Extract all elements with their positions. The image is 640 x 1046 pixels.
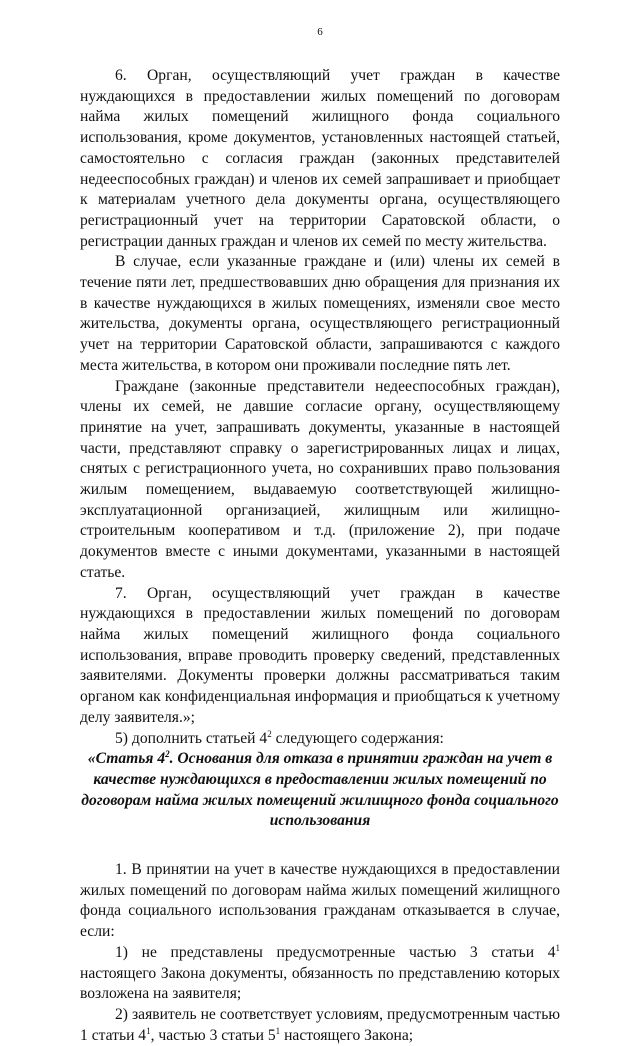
- text-run: «Статья 4: [87, 750, 166, 768]
- text-run: настоящего Закона;: [280, 1026, 414, 1044]
- document-body: [80, 66, 560, 1046]
- text-run: 2) заявитель не соответствует условиям, предусмотренным частью 1 статьи 4: [80, 1005, 560, 1044]
- paragraph: [80, 943, 560, 1005]
- paragraph: [80, 729, 560, 750]
- paragraph: Граждане (законные представители недееспособных граждан), члены их семей, не давшие согласие органу, осуществляющему принятие на учет, запрашивать документы, указанные в настоящей части, представляют справку о зарегистрированных лицах и лицах, снятых с регистрационного учета, но сохранивших право пользования жилым помещением, выдаваемую соответствующей жилищно-эксплуатационной организацией, жилищным или жилищно-строительным кооперативом и т.д. (приложение 2), при подаче документов вместе с иными документами, указанными в настоящей статье.: [80, 377, 560, 581]
- superscript: 1: [146, 1025, 151, 1036]
- paragraph: 6. Орган, осуществляющий учет граждан в качестве нуждающихся в предоставлении жилых помещений по договорам найма жилых помещений жилищного фонда социального использования, кроме документов, установленных настоящей статьей, самостоятельно с согласия граждан (законных представителей недееспособных граждан) и членов их семей запрашивает и приобщает к материалам учетного дела документы органа, осуществляющего регистрационный учет на территории Саратовской области, о регистрации данных граждан и членов их семей по месту жительства.: [80, 67, 560, 250]
- paragraph: 1. В принятии на учет в качестве нуждающихся в предоставлении жилых помещений по договорам найма жилых помещений жилищного фонда социального использования гражданам отказывается в случае, если:: [80, 861, 560, 941]
- text-run: . Основания для отказа в принятии граждан на учет в качестве нуждающихся в предоставлении жилых помещений по договорам найма жилых помещений жилищного фонда социального использования: [81, 750, 559, 830]
- superscript: 1: [555, 942, 560, 953]
- text-run: , частью 3 статьи 5: [150, 1026, 276, 1044]
- paragraph: [80, 1005, 560, 1046]
- text-run: 5) дополнить статьей 4: [115, 729, 268, 747]
- superscript: 2: [165, 749, 170, 760]
- paragraph: В случае, если указанные граждане и (или) члены их семей в течение пяти лет, предшествовавших дню обращения для признания их в качестве нуждающихся в жилых помещениях, изменяли свое место жительства, документы органа, осуществляющего регистрационный учет на территории Саратовской области, запрашиваются с каждого места жительства, в котором они проживали последние пять лет.: [80, 253, 560, 374]
- superscript: 1: [275, 1025, 281, 1036]
- text-run: 1) не представлены предусмотренные частью 3 статьи 4: [115, 943, 556, 961]
- article-heading: [80, 749, 560, 832]
- paragraph: 7. Орган, осуществляющий учет граждан в качестве нуждающихся в предоставлении жилых помещений по договорам найма жилых помещений жилищного фонда социального использования, вправе проводить проверку сведений, представленных заявителями. Документы проверки должны рассматриваться таким органом как конфиденциальная информация и приобщаться к учетному делу заявителя.»;: [80, 584, 560, 726]
- text-run: следующего содержания:: [271, 729, 444, 747]
- text-run: настоящего Закона документы, обязанность по представлению которых возложена на заявителя;: [80, 964, 560, 1003]
- page-number: 6: [317, 26, 323, 38]
- superscript: 2: [267, 728, 272, 739]
